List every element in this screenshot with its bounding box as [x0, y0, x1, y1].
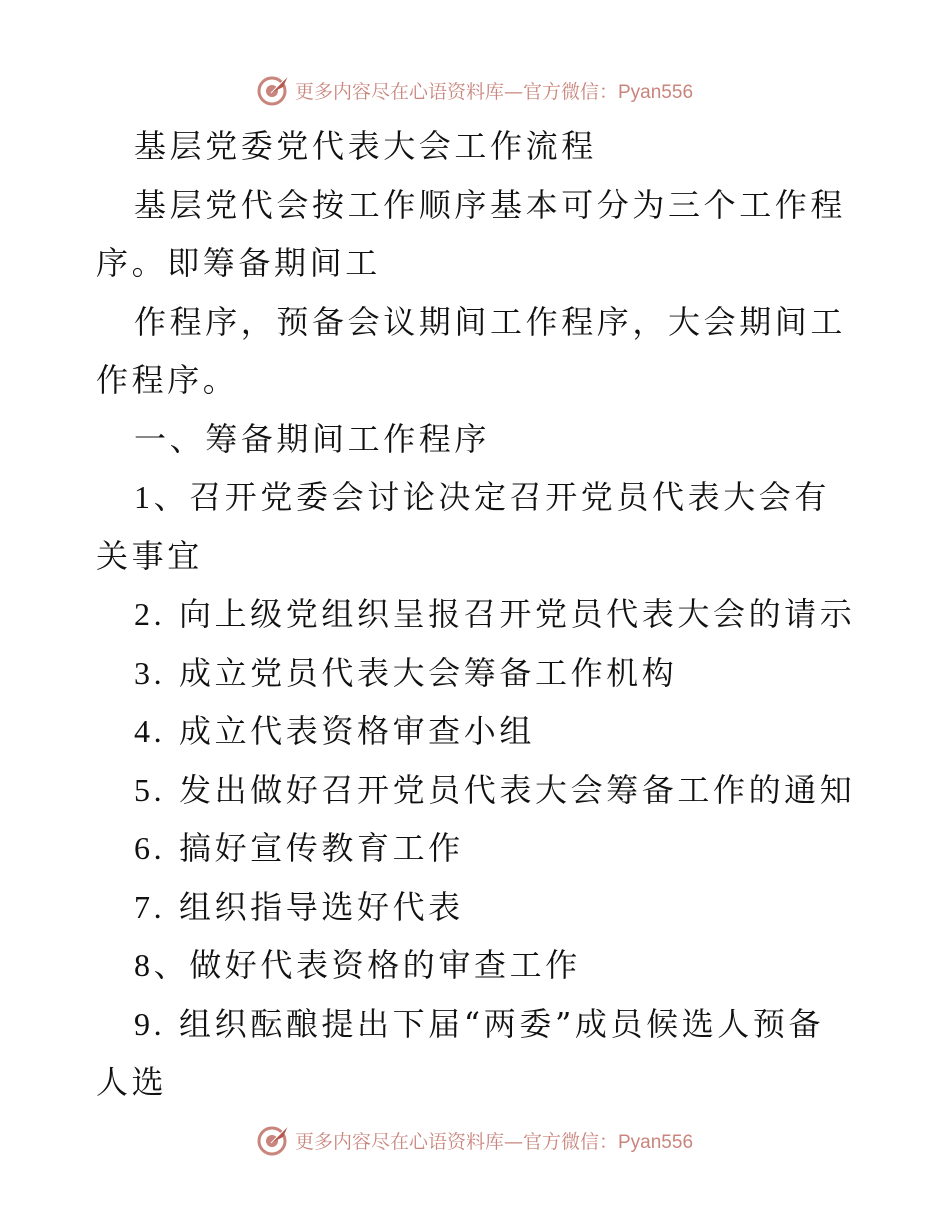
quill-logo-icon: [257, 73, 291, 107]
list-item: [96, 644, 856, 703]
list-item: [96, 878, 856, 937]
item-number: 6.: [134, 830, 166, 866]
list-item: [96, 468, 856, 585]
banner-wechat-label: 官方微信：: [522, 1130, 618, 1153]
item-text: 组织酝酿提出下届“两委”成员候选人预备人选: [96, 1004, 825, 1101]
quill-logo-icon: [257, 1123, 291, 1157]
list-item: [96, 585, 856, 644]
banner-wechat-id: Pyan556: [618, 81, 694, 103]
item-text: 成立代表资格审查小组: [178, 712, 535, 750]
list-item: [96, 936, 856, 995]
list-item: [96, 819, 856, 878]
list-item: [96, 761, 856, 820]
item-number: 5.: [134, 771, 166, 808]
item-number: 9.: [134, 1005, 166, 1042]
banner-site-text: 更多内容尽在心语资料库: [294, 80, 504, 103]
list-item: [96, 702, 856, 761]
item-number: 8、: [134, 947, 190, 983]
banner-dash: —: [503, 80, 523, 103]
item-text: 召开党委会讨论决定召开党员代表大会有关事宜: [96, 478, 831, 575]
item-text: 做好代表资格的审查工作: [189, 946, 581, 984]
list-item: [96, 995, 856, 1112]
banner-wechat-id: Pyan556: [618, 1131, 694, 1153]
banner-dash: —: [503, 1130, 523, 1153]
banner-wechat-label: 官方微信：: [522, 80, 618, 103]
item-number: 2.: [134, 596, 166, 632]
intro-paragraph-1: 基层党代会按工作顺序基本可分为三个工作程序。即筹备期间工: [96, 185, 847, 282]
item-text: 搞好宣传教育工作: [178, 829, 464, 867]
banner-text: [295, 1127, 693, 1154]
item-text: 向上级党组织呈报召开党员代表大会的请示: [178, 595, 856, 633]
section-heading: 一、筹备期间工作程序: [134, 419, 491, 458]
intro-paragraph-2: 作程序，预备会议期间工作程序，大会期间工作程序。: [96, 302, 847, 399]
item-text: 组织指导选好代表: [178, 887, 464, 926]
document-body: [96, 117, 856, 1112]
item-number: 3.: [134, 654, 166, 691]
item-number: 1、: [134, 479, 190, 515]
item-text: 发出做好召开党员代表大会筹备工作的通知: [178, 770, 856, 809]
banner-text: [295, 77, 693, 104]
footer-watermark-banner: [0, 1120, 950, 1160]
banner-site-text: 更多内容尽在心语资料库: [294, 1130, 504, 1153]
doc-title: 基层党委党代表大会工作流程: [134, 127, 597, 165]
item-text: 成立党员代表大会筹备工作机构: [178, 653, 678, 692]
item-number: 4.: [134, 713, 166, 749]
item-number: 7.: [134, 888, 166, 925]
header-watermark-banner: [0, 70, 950, 110]
